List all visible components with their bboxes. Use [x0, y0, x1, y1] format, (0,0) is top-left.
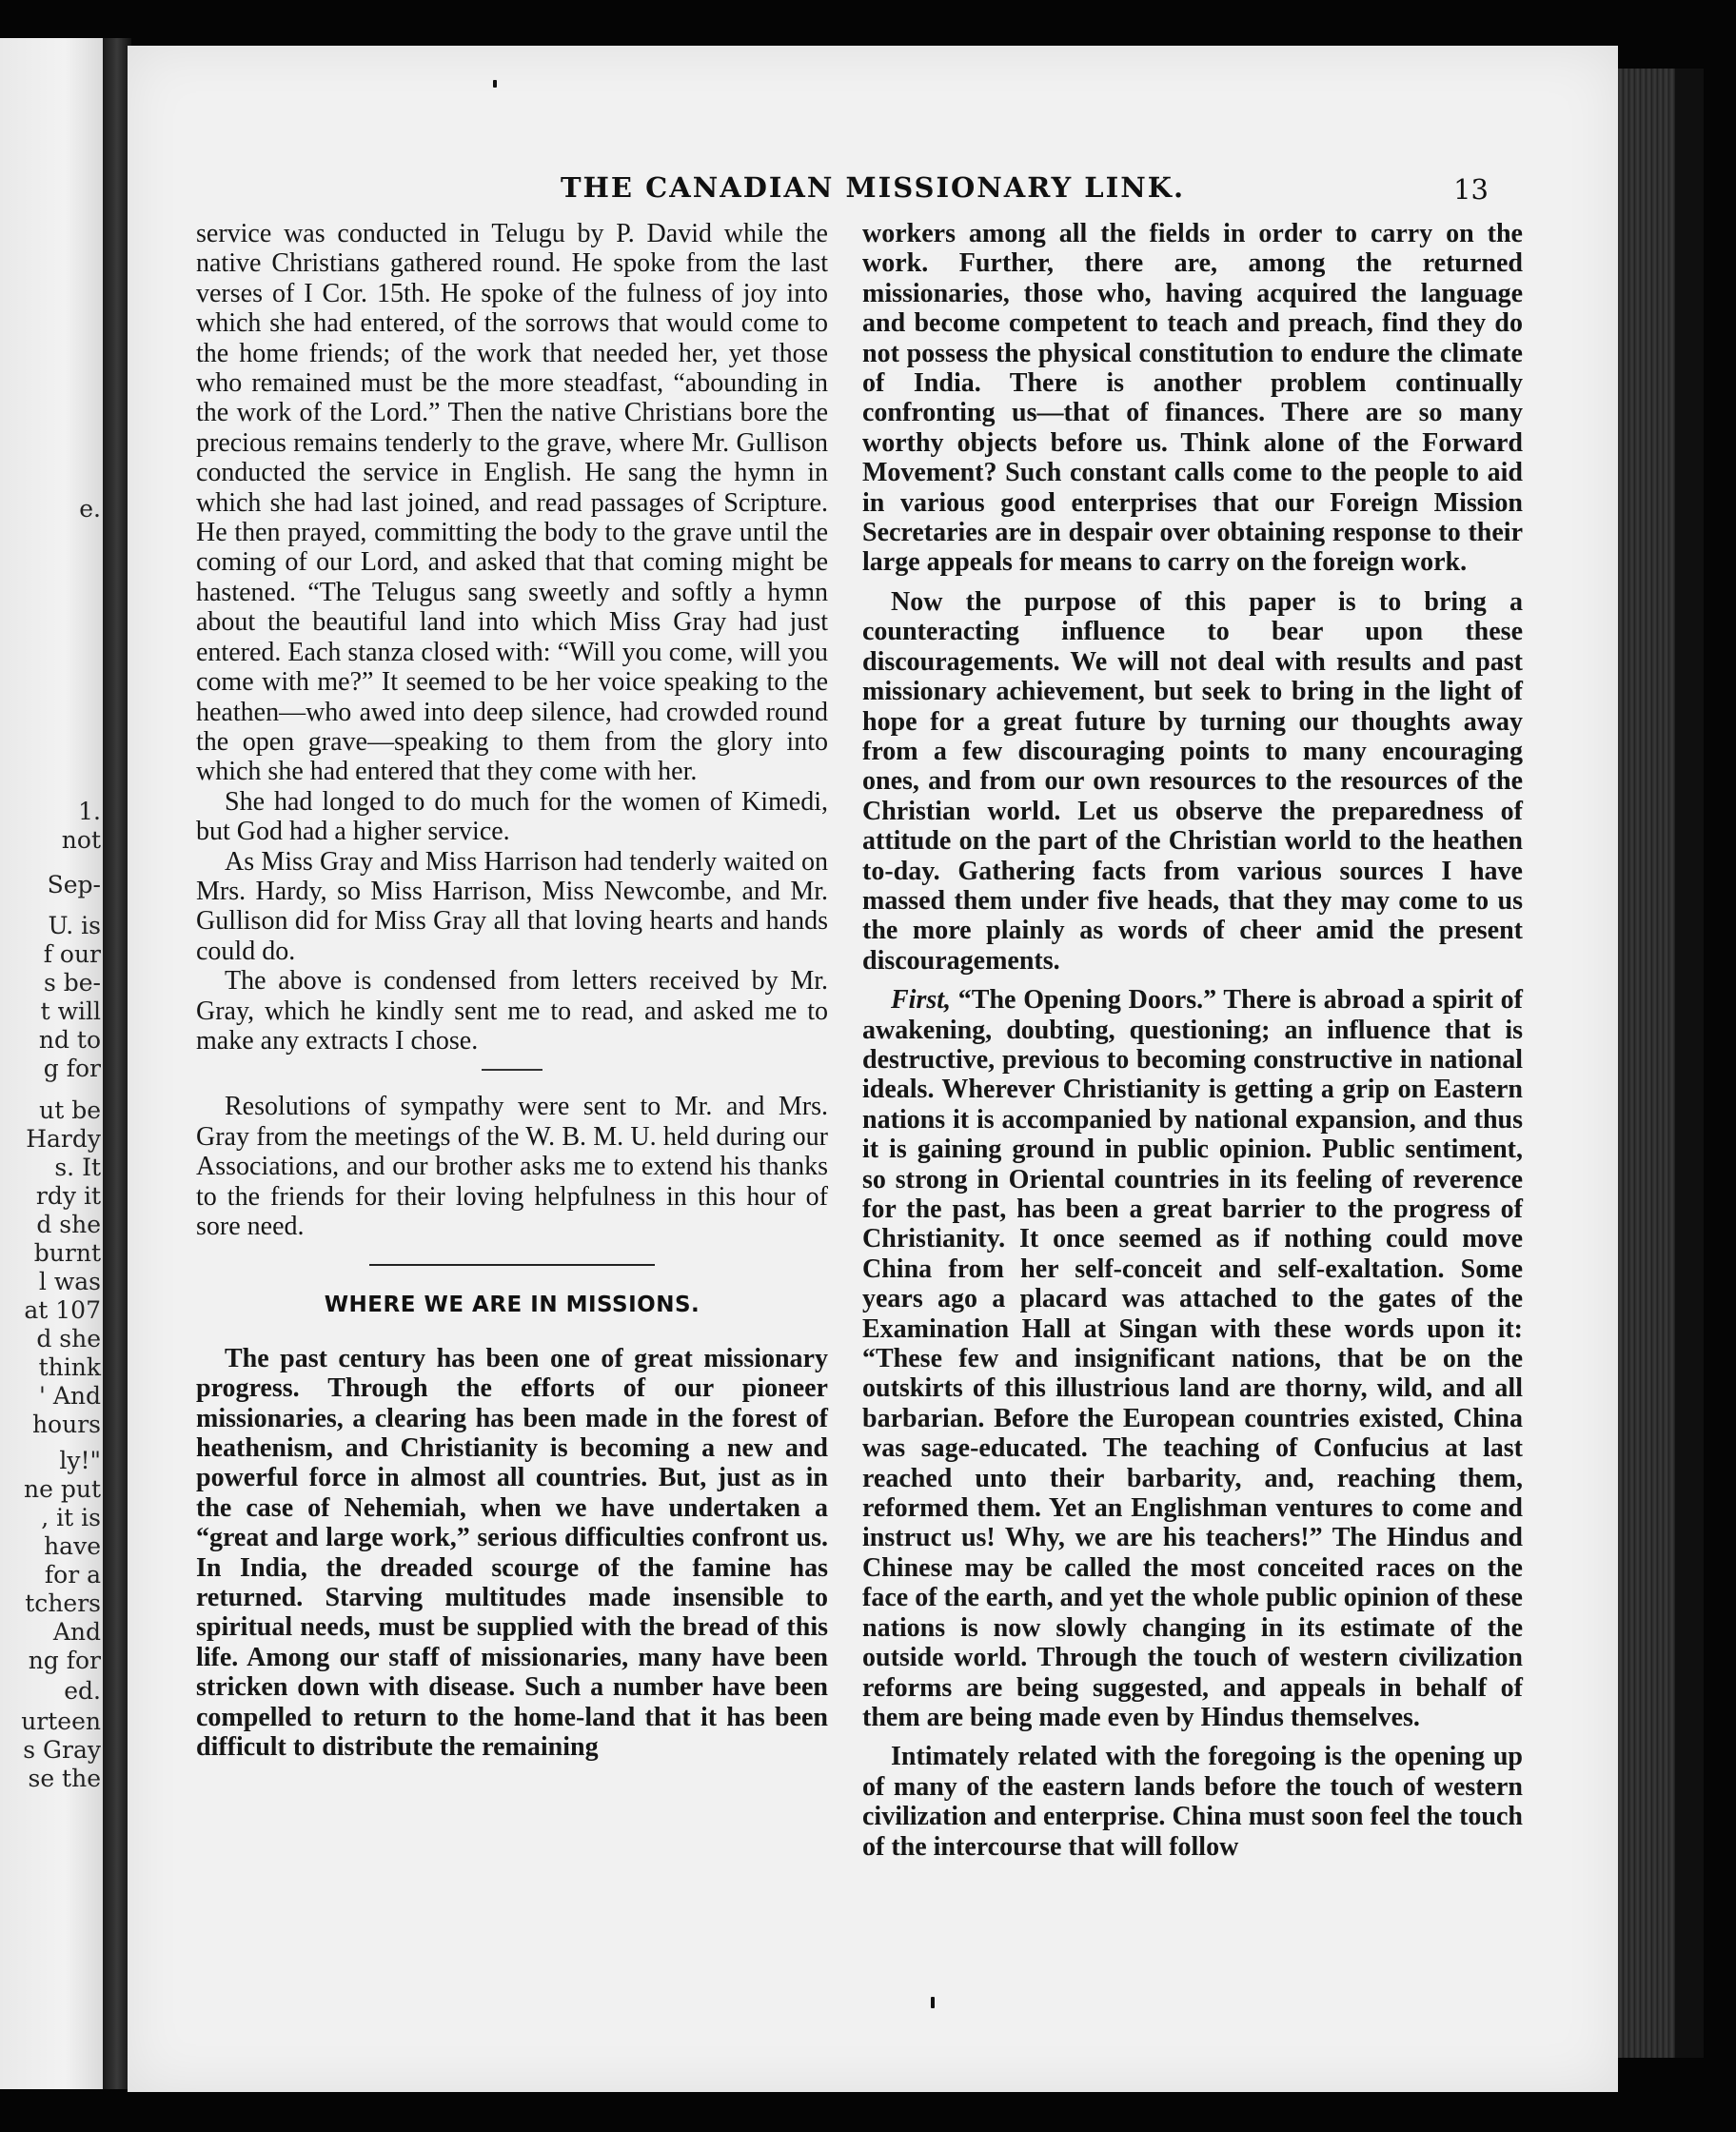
- previous-page-text-fragment: Sep-: [47, 871, 101, 898]
- previous-page-text-fragment: ne put: [24, 1475, 101, 1503]
- previous-page-sliver: [0, 38, 108, 2089]
- lead-word: First,: [891, 985, 952, 1016]
- previous-page-text-fragment: burnt: [33, 1239, 101, 1267]
- previous-page-text-fragment: d she: [36, 1211, 101, 1238]
- previous-page-text-fragment: ut be: [39, 1096, 101, 1124]
- previous-page-text-fragment: think: [38, 1353, 101, 1381]
- short-divider: [482, 1069, 542, 1071]
- previous-page-text-fragment: se the: [28, 1765, 101, 1792]
- dust-speck: [493, 80, 497, 88]
- paragraph: As Miss Gray and Miss Harrison had tenderly waited on Mrs. Hardy, so Miss Harrison, Miss Newcombe, and Mr. Gullison did for Miss Gray all that loving hearts and hands could do.: [196, 846, 828, 966]
- previous-page-text-fragment: ly!": [59, 1447, 101, 1474]
- previous-page-text-fragment: hours: [31, 1411, 101, 1438]
- section-divider: [369, 1264, 655, 1266]
- paragraph: service was conducted in Telugu by P. David while the native Christians gathered round. He spoke from the last verses of I Cor. 15th. He spoke of the fulness of joy into which she had entered, of the sorrows that would come to the home friends; of the work that needed her, yet those who remained must be the more steadfast, “abounding in the work of the Lord.” Then the native Christians bore the precious remains tenderly to the grave, where Mr. Gullison conducted the service in English. He sang the hymn in which she had last joined, and read passages of Scripture. He then prayed, committing the body to the grave until the coming of our Lord, and asked that that coming might be hastened. “The Telugus sang sweetly and softly a hymn about the beautiful land into which Miss Gray had just entered. Each stanza closed with: “Will you come, will you come with me?” It seemed to be her voice speaking to the heathen—who awed into deep silence, had crowded round the open grave—speaking to them from the glory into which she had entered that they come with her.: [196, 219, 828, 787]
- previous-page-text-fragment: f our: [43, 940, 101, 968]
- previous-page-text-fragment: t will: [40, 997, 101, 1025]
- previous-page-text-fragment: rdy it: [35, 1182, 101, 1210]
- left-column: [196, 219, 828, 1763]
- previous-page-text-fragment: e.: [79, 495, 101, 523]
- paragraph: The past century has been one of great missionary progress. Through the efforts of our pioneer missionaries, a clearing has been made in the forest of heathenism, and Christianity is becoming a new and powerful force in almost all countries. But, just as in the case of Nehemiah, when we have undertaken a “great and large work,” serious difficulties confront us. In India, the dreaded scourge of the famine has returned. Starving multitudes made insensible to spiritual needs, must be supplied with the bread of this life. Among our staff of missionaries, many have been stricken down with disease. Such a number have been compelled to return to the home-land that it has been difficult to distribute the remaining: [196, 1343, 828, 1763]
- page: [128, 46, 1618, 2092]
- previous-page-text-fragment: tchers: [25, 1589, 101, 1617]
- previous-page-text-fragment: U. is: [48, 912, 101, 939]
- paragraph: Intimately related with the foregoing is the opening up of many of the eastern lands before the touch of western civilization and enterprise. China must soon feel the touch of the intercourse that will follow: [862, 1742, 1523, 1862]
- paragraph-body: “The Opening Doors.” There is abroad a spirit of awakening, doubting, questioning; an influence that is destructive, previous to becoming constructive in national ideals. Wherever Christianity is getting a grip on Eastern nations it is accompanied by national expansion, and thus it is gaining ground in public opinion. Public sentiment, so strong in Oriental countries in its feeling of reverence for the past, has been a great barrier to the progress of Christianity. It once seemed as if nothing could move China from her self-conceit and self-exaltation. Some years ago a placard was attached to the gates of the Examination Hall at Singan with these words upon it: “These few and insignificant nations, that be on the outskirts of this illustrious land are thorny, wild, and all barbarian. Before the European countries existed, China was sage-educated. The teaching of Confucius at last reached unto their barbarity, and, reaching them, reformed them. Yet an Englishman ventures to come and instruct us! Why, we are his teachers!” The Hindus and Chinese may be called the most conceited races on the face of the earth, and yet the whole public opinion of these nations is now slowly changing in its estimate of the outside world. Through the touch of western civilization reforms are being suggested, and appeals in behalf of them are being made even by Hindus themselves.: [862, 985, 1523, 1732]
- page-number: 13: [1453, 173, 1489, 206]
- previous-page-text-fragment: g for: [43, 1055, 101, 1082]
- section-heading: WHERE WE ARE IN MISSIONS.: [324, 1293, 700, 1318]
- previous-page-text-fragment: d she: [36, 1325, 101, 1352]
- previous-page-text-fragment: s Gray: [23, 1736, 101, 1764]
- right-column: [862, 219, 1523, 1862]
- previous-page-text-fragment: urteen: [21, 1708, 101, 1735]
- previous-page-text-fragment: 1.: [78, 798, 101, 825]
- running-head: THE CANADIAN MISSIONARY LINK.: [560, 171, 1186, 204]
- previous-page-text-fragment: for a: [44, 1561, 101, 1589]
- previous-page-text-fragment: , it is: [41, 1504, 101, 1531]
- previous-page-text-fragment: ' And: [39, 1382, 101, 1410]
- previous-page-text-fragment: not: [61, 826, 101, 854]
- previous-page-text-fragment: And: [52, 1618, 101, 1646]
- paragraph: The above is condensed from letters received by Mr. Gray, which he kindly sent me to read, and asked me to make any extracts I chose.: [196, 966, 828, 1056]
- paragraph: Now the purpose of this paper is to bring a counteracting influence to bear upon these discouragements. We will not deal with results and past missionary achievement, but seek to bring in the light of hope for a great future by turning our thoughts away from a few discouraging points to many encouraging ones, and from our own resources to the resources of the Christian world. Let us observe the preparedness of attitude on the part of the Christian world to the heathen to-day. Gathering facts from various sources I have massed them under five heads, that they may come to us the more plainly as words of cheer amid the present discouragements.: [862, 586, 1523, 976]
- previous-page-text-fragment: s. It: [54, 1154, 101, 1181]
- paragraph: Resolutions of sympathy were sent to Mr. and Mrs. Gray from the meetings of the W. B. M. U. held during our Associations, and our brother asks me to extend his thanks to the friends for their loving helpfulness in this hour of sore need.: [196, 1092, 828, 1241]
- previous-page-text-fragment: nd to: [38, 1026, 101, 1054]
- page-edge-stack: [1618, 69, 1675, 2058]
- paragraph: She had longed to do much for the women of Kimedi, but God had a higher service.: [196, 786, 828, 847]
- previous-page-text-fragment: ng for: [28, 1647, 101, 1674]
- previous-page-text-fragment: Hardy: [26, 1125, 101, 1153]
- paragraph: [862, 985, 1523, 1732]
- previous-page-text-fragment: at 107: [24, 1296, 101, 1324]
- dust-speck: [931, 1997, 935, 2008]
- binding-edge: [1675, 69, 1704, 2058]
- previous-page-text-fragment: s be-: [43, 969, 101, 997]
- previous-page-text-fragment: have: [44, 1532, 101, 1560]
- previous-page-text-fragment: l was: [38, 1268, 101, 1295]
- paragraph: workers among all the fields in order to carry on the work. Further, there are, among the returned missionaries, those who, having acquired the language and become competent to teach and preach, find they do not possess the physical constitution to endure the climate of India. There is another problem continually confronting us—that of finances. There are so many worthy objects before us. Think alone of the Forward Movement? Such constant calls come to the people to aid in various good enterprises that our Foreign Mission Secretaries are in despair over obtaining response to their large appeals for means to carry on the foreign work.: [862, 219, 1523, 578]
- previous-page-text-fragment: ed.: [64, 1677, 101, 1705]
